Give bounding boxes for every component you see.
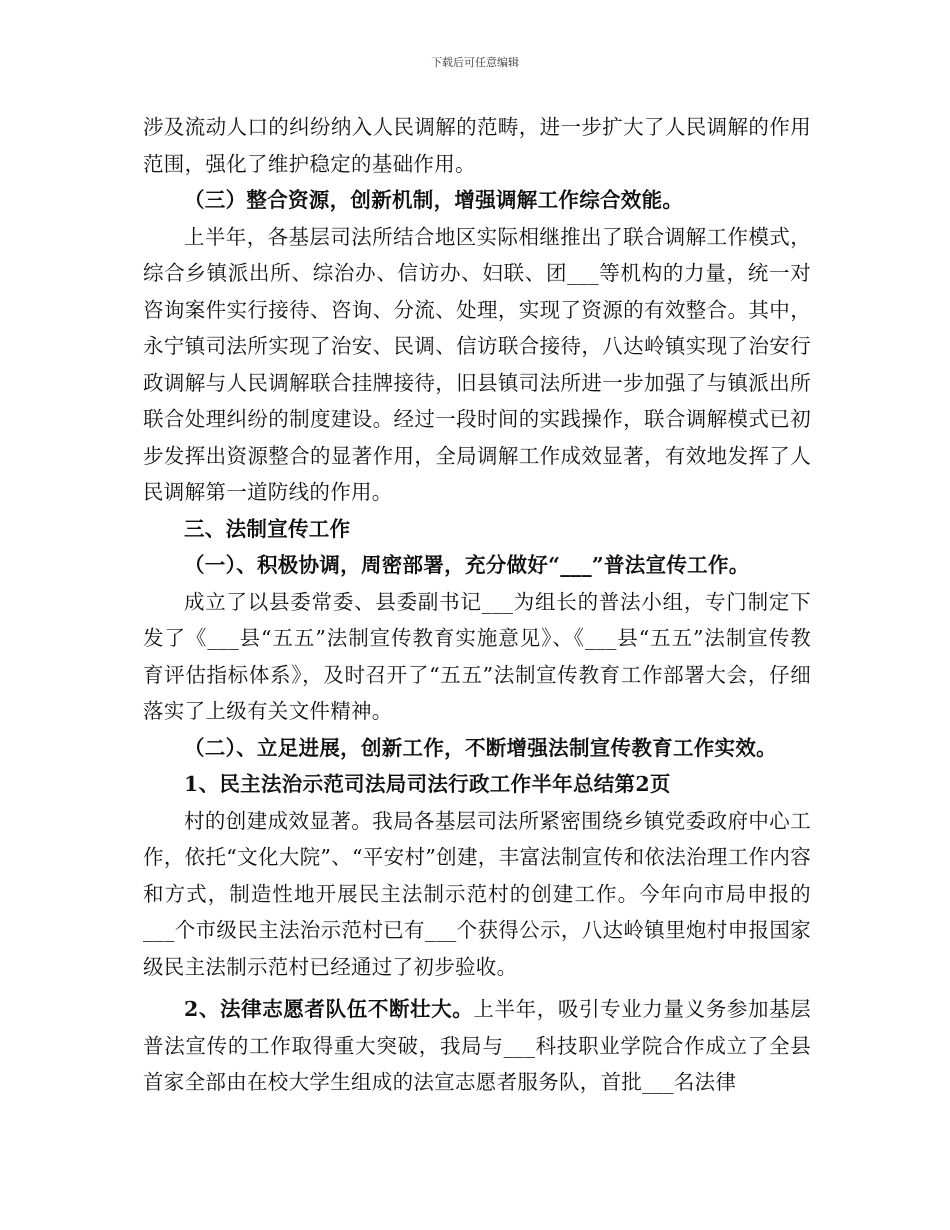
paragraph-demo-villages: 村的创建成效显著。我局各基层司法所紧密围绕乡镇党委政府中心工作，依托“文化大院”、“平安村”创建，丰富法制宣传和依法治理工作内容和方式，制造性地开展民主法制示范村的创建工作。今年向市局申报的___个市级民主法治示范村已有___个获得公示，八达岭镇里炮村申报国家级民主法制示范村已经通过了初步验收。 — [143, 808, 811, 979]
section-heading-2: （二）、立足进展，创新工作，不断增强法制宣传教育工作实效。 — [184, 735, 777, 760]
section-heading-1: （一）、积极协调，周密部署，充分做好“___”普法宣传工作。 — [184, 553, 750, 577]
subsection-heading-1: 1、民主法治示范司法局司法行政工作半年总结第2页 — [184, 772, 671, 796]
document-body — [143, 109, 811, 1101]
paragraph-volunteers — [143, 991, 811, 1101]
paragraph-joint-mediation: 上半年，各基层司法所结合地区实际相继推出了联合调解工作模式，综合乡镇派出所、综治办、信访办、妇联、团___等机构的力量，统一对咨询案件实行接待、咨询、分流、处理，实现了资源的有效整合。其中，永宁镇司法所实现了治安、民调、信访联合接待，八达岭镇实现了治安行政调解与人民调解联合挂牌接待，旧县镇司法所进一步加强了与镇派出所联合处理纠纷的制度建设。经过一段时间的实践操作，联合调解模式已初步发挥出资源整合的显著作用，全局调解工作成效显著，有效地发挥了人民调解第一道防线的作用。 — [143, 224, 811, 504]
page-header: 下载后可任意编辑 — [431, 56, 519, 69]
subsection-heading-2: 2、法律志愿者队伍不断壮大。 — [184, 997, 474, 1021]
paragraph-publicity-group: 成立了以县委常委、县委副书记___为组长的普法小组，专门制定下发了《___县“五五”法制宣传教育实施意见》、《___县“五五”法制宣传教育评估指标体系》，及时召开了“五五”法制宣传教育工作部署大会，仔细落实了上级有关文件精神。 — [143, 589, 811, 723]
chapter-heading-legal-publicity: 三、法制宣传工作 — [184, 516, 351, 541]
paragraph-volunteers-text: 上半年，吸引专业力量义务参加基层普法宣传的工作取得重大突破，我局与___科技职业学院合作成立了全县首家全部由在校大学生组成的法宣志愿者服务队，首批___名法律 — [143, 997, 811, 1094]
paragraph-continued: 涉及流动人口的纠纷纳入人民调解的范畴，进一步扩大了人民调解的作用范围，强化了维护稳定的基础作用。 — [143, 115, 811, 176]
section-heading-3: （三）整合资源，创新机制，增强调解工作综合效能。 — [184, 188, 684, 212]
